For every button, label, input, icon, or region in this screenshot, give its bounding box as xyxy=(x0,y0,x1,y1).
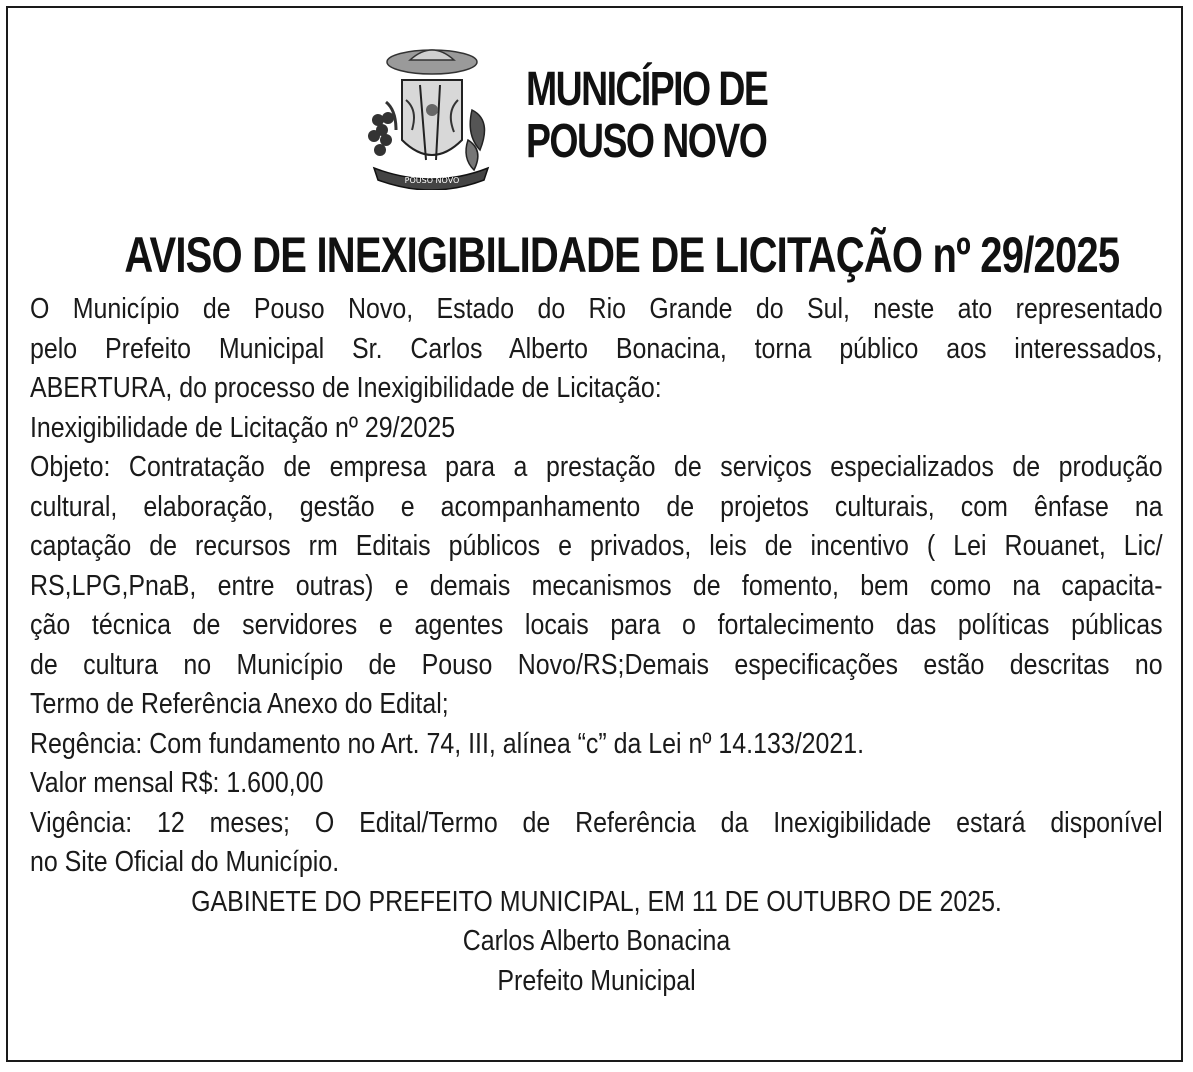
body-line: ção técnica de servidores e agentes locais para o fortalecimento das políticas públicas xyxy=(30,609,1163,641)
body-line: O Município de Pouso Novo, Estado do Rio Grande do Sul, neste ato representado xyxy=(30,293,1163,325)
body-line: cultural, elaboração, gestão e acompanhamento de projetos culturais, com ênfase na xyxy=(30,490,1163,523)
svg-text:POUSO NOVO: POUSO NOVO xyxy=(404,176,460,185)
body-line: Vigência: 12 meses; O Edital/Termo de Referência da Inexigibilidade estará disponível xyxy=(30,806,1163,839)
body-line: ABERTURA, do processo de Inexigibilidade de Licitação: xyxy=(30,372,662,404)
body-line: Objeto: Contratação de empresa para a prestação de serviços especializados de produção xyxy=(30,451,1163,483)
municipality-name-line2: POUSO NOVO xyxy=(526,115,767,168)
body-line: RS,LPG,PnaB, entre outras) e demais mecanismos de fomento, bem como na capacita- xyxy=(30,569,1163,602)
body-line: Regência: Com fundamento no Art. 74, III, alínea “c” da Lei nº 14.133/2021. xyxy=(30,727,865,760)
municipal-crest-icon xyxy=(360,40,500,190)
notice-header xyxy=(360,40,840,190)
notice-title xyxy=(0,222,1193,288)
body-line: Termo de Referência Anexo do Edital; xyxy=(30,688,449,720)
signer-role: Prefeito Municipal xyxy=(497,964,696,997)
closing-line: GABINETE DO PREFEITO MUNICIPAL, EM 11 DE OUTUBRO DE 2025. xyxy=(191,885,1002,918)
signer-name: Carlos Alberto Bonacina xyxy=(462,925,731,957)
notice-title-text: AVISO DE INEXIGIBILIDADE DE LICITAÇÃO nº 29/2025 xyxy=(124,227,1120,283)
body-line: de cultura no Município de Pouso Novo/RS;Demais especificações estão descritas no xyxy=(30,648,1163,681)
body-line: no Site Oficial do Município. xyxy=(30,846,340,878)
municipality-name xyxy=(526,64,767,168)
notice-body xyxy=(30,290,1163,1001)
body-line: Valor mensal R$: 1.600,00 xyxy=(30,767,324,799)
municipality-name-line1: MUNICÍPIO DE xyxy=(526,63,768,116)
body-line: captação de recursos rm Editais públicos e privados, leis de incentivo ( Lei Rouanet, Lic/ xyxy=(30,530,1163,562)
body-line: Inexigibilidade de Licitação nº 29/2025 xyxy=(30,411,456,444)
body-line: pelo Prefeito Municipal Sr. Carlos Alberto Bonacina, torna público aos interessados, xyxy=(30,332,1163,365)
